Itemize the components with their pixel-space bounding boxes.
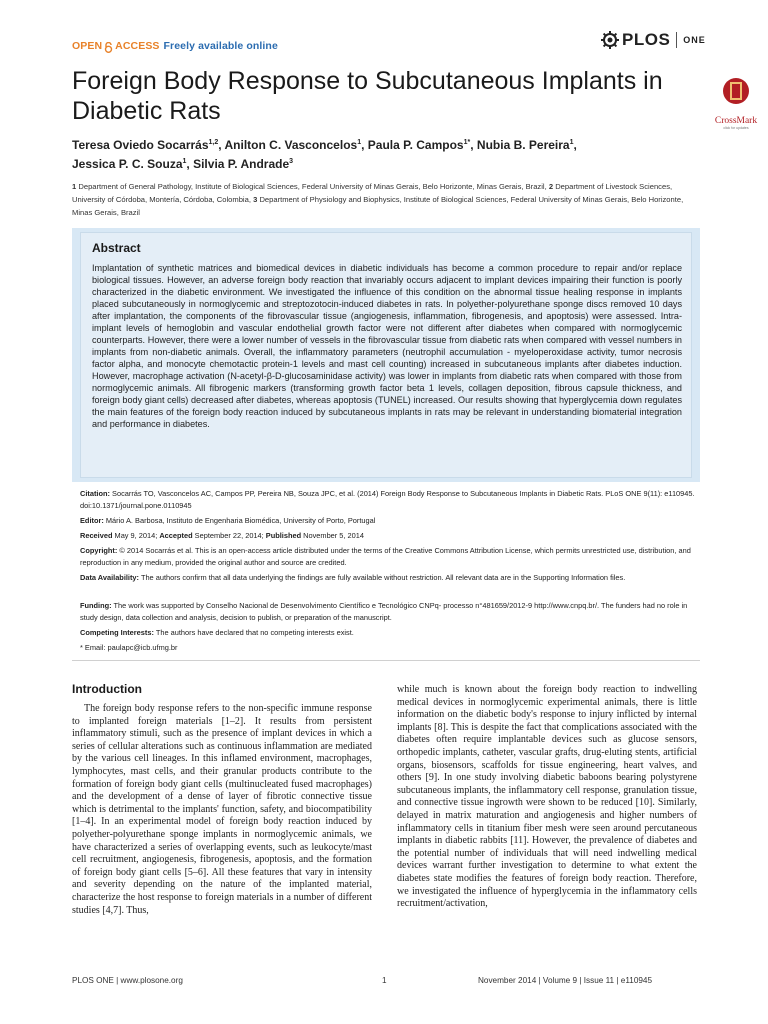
- competing-interests-label: Competing Interests:: [80, 628, 154, 637]
- intro-paragraph: The foreign body response refers to the non-specific immune response to implanted foreign materials [1–2]. It results from persistent inflammatory stimuli, such as the presence of implant devices in which a series of cellular alterations such as continuous inflammation are mediated by the various cell lineages. In this inflamed environment, macrophages, lymphocytes, mast cells, and their granular products contribute to the formation of foreign body giant cells (multinucleated fused macrophages) and the development of a dense of layer of fibrotic connective tissue which is detrimental to the implants' function, safety, and biocompatibility [1–4]. In an experimental model of foreign body reaction induced by polyether-polyurethane sponge implants in normoglycemic animals, we have characterized a series of overlapping events, such as leukocyte/mast cell recruitment, angiogenesis, fibrogenesis, apoptosis, and the formation of foreign body giant cells [5–6]. All these features that vary in intensity and severity depending on the nature of the implanted material, characterize the host response to foreign materials in a number of different studies [4,7]. Thus,: [72, 703, 372, 916]
- plos-wordmark: PLOS: [622, 30, 671, 49]
- author-list: Teresa Oviedo Socarrás$^{1,2}$, Anilton C. Vasconcelos$^1$, Paula P. Campos$^{1*}$, Nubia B. Pereira$^1$, Jessica P. C. Souza$^1$, Silvia P. Andrade$^3$: [72, 138, 577, 171]
- footer-issue-info: November 2014 | Volume 9 | Issue 11 | e110945: [478, 976, 653, 985]
- crossmark-badge[interactable]: [706, 76, 766, 130]
- affiliation-number: 2: [548, 182, 554, 191]
- crossmark-icon: [721, 76, 751, 110]
- received-label: Received: [80, 531, 113, 540]
- corresponding-email[interactable]: * Email: paulapc@icb.ufmg.br: [80, 643, 178, 652]
- received-date: May 9, 2014;: [114, 531, 158, 540]
- funding-block: [80, 600, 696, 623]
- author-name: Teresa Oviedo Socarrás: [72, 138, 209, 152]
- copyright-label: Copyright:: [80, 546, 118, 555]
- affiliations: [72, 180, 700, 219]
- author-name: Silvia P. Andrade: [193, 157, 290, 171]
- intro-paragraph-continued: while much is known about the foreign body reaction to indwelling medical devices in normoglycemic experimental animals, there is little information on the diabetic body's response to injury inflicted by internal implants [8]. This is despite the fact that complications associated with the diabetes often require implantable devices such as glucose sensors, orthopedic implants, catheter, vascular grafts, drug-eluting stents, artificial organs, biosensors, scaffolds for tissue engineering, heart valves, and others [9]. In one study involving diabetic baboons bearing polystyrene subcutaneous implants, the inflammatory cell response, granulation tissue, and connective tissue ingrowth were shown to be reduced [10]. Similarly, delayed in matrix maturation and angiogenesis and higher numbers of inflammatory cells in titanium fiber mesh were seen around percutaneous implants in diabetic rabbits [11]. However, the prevalence of diabetes and the potential number of individuals that will need indwelling medical devices warrant further investigation to determine to what extent the diabetes state modifies the features of foreign body reaction. Therefore, we investigated the influence of hyperglycemia in the inflammatory cells recruitment/activation,: [397, 684, 697, 910]
- plos-one-logo[interactable]: [600, 30, 706, 50]
- affiliation-number: 1: [72, 182, 77, 191]
- citation-label: Citation:: [80, 489, 110, 498]
- editor-text: Mário A. Barbosa, Instituto de Engenharia Biomédica, University of Porto, Portugal: [105, 516, 376, 525]
- accepted-date: September 22, 2014;: [194, 531, 264, 540]
- published-date: November 5, 2014: [303, 531, 364, 540]
- editor-block: [80, 515, 696, 527]
- affiliation-text: Department of Livestock Sciences, University of Córdoba, Montería, Córdoba, Colombia,: [72, 182, 673, 204]
- crossmark-label: CrossMark: [714, 116, 758, 126]
- open-access-banner: [72, 40, 278, 52]
- copyright-block: [80, 545, 696, 568]
- affiliation-text: Department of General Pathology, Institute of Biological Sciences, Federal University of Minas Gerais, Belo Horizonte, Minas Gerais, Brazil,: [78, 182, 549, 191]
- funding-label: Funding:: [80, 601, 112, 610]
- crossmark-sublabel: click for updates: [723, 126, 749, 130]
- metadata-divider: [72, 660, 700, 661]
- open-label: OPEN: [72, 40, 103, 52]
- author-name: Nubia B. Pereira: [476, 138, 570, 152]
- page-number: 1: [382, 976, 387, 985]
- one-wordmark: ONE: [683, 35, 706, 45]
- author-name: Paula P. Campos: [367, 138, 464, 152]
- dates-block: [80, 530, 696, 542]
- copyright-text: © 2014 Socarrás et al. This is an open-access article distributed under the terms of the Creative Commons Attribution License, which permits unrestricted use, distribution, and reproduction in any medium, provided the original author and source are credited.: [80, 546, 691, 567]
- published-label: Published: [265, 531, 302, 540]
- citation-text: Socarrás TO, Vasconcelos AC, Campos PP, Pereira NB, Souza JPC, et al. (2014) Foreign Body Response to Subcutaneous Implants in Diabetic Rats. PLoS ONE 9(11): e110945. doi:10.1371/journal.pone.0110945: [80, 489, 695, 510]
- logo-divider: [676, 32, 677, 48]
- plos-gear-icon: [600, 30, 620, 50]
- data-availability-label: Data Availability:: [80, 573, 140, 582]
- data-availability-text: The authors confirm that all data underlying the findings are fully available without restriction. All relevant data are in the Supporting Information files.: [140, 573, 626, 582]
- intro-right-column: [397, 684, 697, 911]
- affiliation-text: Department of Physiology and Biophysics, Institute of Biological Sciences, Federal University of Minas Gerais, Belo Horizonte, Minas Gerais, Brazil: [72, 195, 684, 217]
- footer-journal[interactable]: PLOS ONE | www.plosone.org: [72, 976, 183, 985]
- author-affiliation-sup: 1,2: [208, 139, 219, 146]
- abstract-body: Implantation of synthetic matrices and biomedical devices in diabetic individuals has become a common procedure to repair and/or replace biological tissues. However, an adverse foreign body reaction that invariably occurs adjacent to implant devices impairing their function is poorly characterized in the diabetic environment. We investigated the influence of this condition on the abnormal tissue healing response in implants placed subcutaneously in normoglycemic and streptozotocin-induced diabetes in rats. In polyether-polyurethane sponge discs removed 10 days after implantation, the components of the fibrovascular tissue (angiogenesis, inflammation, fibrogenesis, and apoptosis) were assessed. Intra-implant levels of hemoglobin and vascular endothelial growth factor were not different after diabetes when compared with normoglycemic counterparts. However, there were a lower number of vessels in the fibrovascular tissue from diabetic rats when compared with vessel numbers in implants from non-diabetic animals. Overall, the inflammatory parameters (neutrophil accumulation - myeloperoxidase activity, tumor necrosis factor alpha, and monocyte chemotactic protein-1 levels and mast cell counting) increased in subcutaneous implants after diabetes induction. However, macrophage activation (N-acetyl-β-D-glucosaminidase activity) was lower in implants from diabetic rats when compared with those from normoglycemic animals. All fibrogenic markers (transforming growth factor beta 1 levels, collagen deposition, fibrous capsule thickness, and foreign body giant cells) decreased after diabetes, whereas apoptosis (TUNEL) increased. Our results showing that hyperglycemia down regulates the main features of the foreign body reaction induced by subcutaneous implants in rats may be relevant in understanding biomaterial integration and performance in diabetes.: [92, 263, 682, 429]
- access-label: ACCESS: [115, 40, 160, 52]
- affiliation-number: 3: [253, 195, 258, 204]
- author-affiliation-sup: 1*: [463, 139, 471, 146]
- abstract-heading: Abstract: [92, 241, 141, 255]
- editor-label: Editor:: [80, 516, 104, 525]
- author-name: Anilton C. Vasconcelos: [224, 138, 358, 152]
- author-affiliation-sup: 3: [289, 158, 294, 165]
- intro-left-column: [72, 703, 372, 917]
- accepted-label: Accepted: [159, 531, 193, 540]
- funding-text: The work was supported by Conselho Nacional de Desenvolvimento Científico e Tecnológico CNPq- processo n°481659/2012-9 http://www.cnpq.br/. The funders had no role in study design, data collection and analysis, decision to publish, or preparation of the manuscript.: [80, 601, 688, 622]
- author-affiliation-sup: 1: [182, 158, 187, 165]
- open-access-lock-icon: [104, 42, 113, 51]
- introduction-heading: Introduction: [72, 682, 142, 696]
- competing-interests-text: The authors have declared that no competing interests exist.: [155, 628, 354, 637]
- author-affiliation-sup: 1: [569, 139, 574, 146]
- article-title: Foreign Body Response to Subcutaneous Implants in Diabetic Rats: [72, 67, 663, 125]
- freely-available-label: Freely available online: [163, 40, 278, 52]
- author-affiliation-sup: 1: [357, 139, 362, 146]
- competing-interests-block: [80, 627, 696, 639]
- data-availability-block: [80, 572, 696, 584]
- citation-block: [80, 488, 696, 511]
- author-name: Jessica P. C. Souza: [72, 157, 183, 171]
